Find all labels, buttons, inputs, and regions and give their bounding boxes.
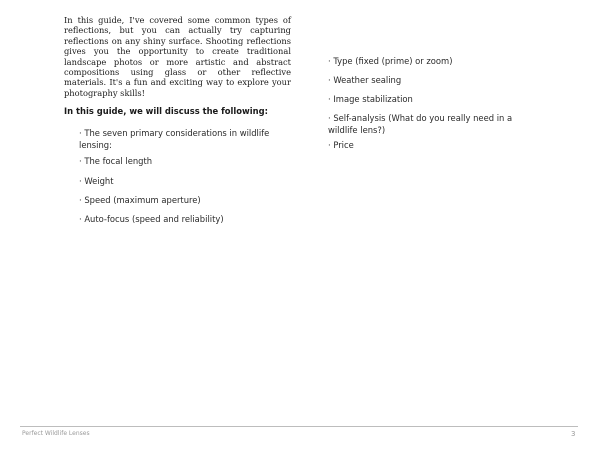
list-item: · Type (fixed (prime) or zoom) <box>328 56 453 66</box>
list-item: · The seven primary considerations in wildlife lensing: <box>79 128 270 150</box>
list-item: · Weather sealing <box>328 75 402 85</box>
list-item: · Image stabilization <box>328 94 413 104</box>
list-item: · Speed (maximum aperture) <box>79 195 201 205</box>
list-item: · Price <box>328 140 354 150</box>
page-number: 3 <box>571 430 576 438</box>
list-item: · Self-analysis (What do you really need in a wildlife lens?) <box>328 113 513 135</box>
list-item: · The focal length <box>79 156 153 166</box>
list-item: · Auto-focus (speed and reliability) <box>79 214 224 224</box>
footer-title: Perfect Wildlife Lenses <box>22 430 90 437</box>
footer-divider <box>20 426 578 427</box>
intro-paragraph: In this guide, I've covered some common types of reflections, but you can actually try capturing reflections on any shiny surface. Shooting reflections gives you the opportunity to create traditional landscape photos or more artistic and abstract compositions using glass or other reflective materials. It's a fun and exciting way to explore your photography skills! <box>64 15 291 98</box>
list-item: · Weight <box>79 176 114 186</box>
discussion-heading: In this guide, we will discuss the following: <box>64 106 268 116</box>
